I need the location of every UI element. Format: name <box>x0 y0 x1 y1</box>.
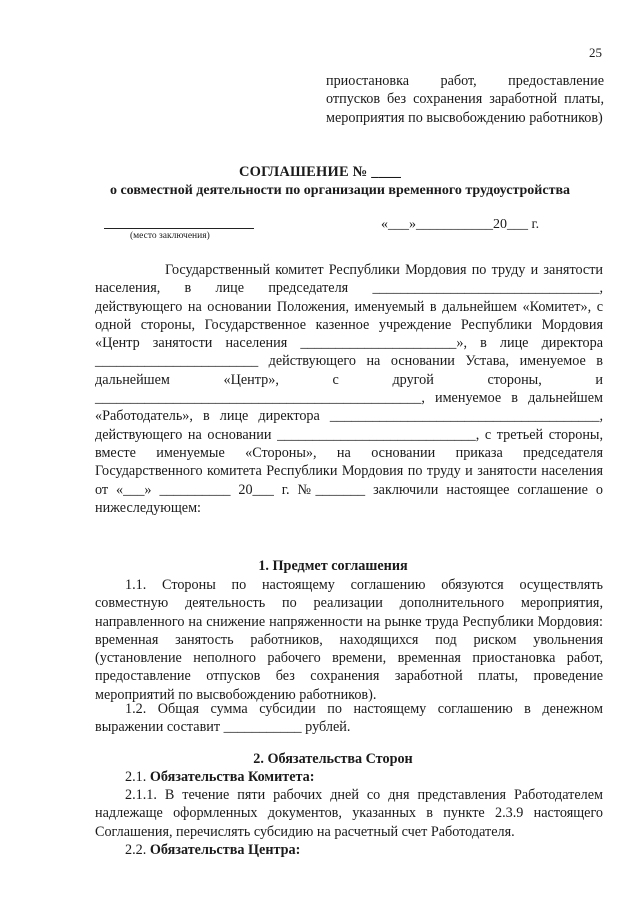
clause-2-1-number: 2.1. <box>125 769 147 785</box>
clause-2-2-label: Обязательства Центра: <box>149 842 301 858</box>
continued-text-block: приостановка работ, предоставление отпусков без сохранения заработной платы, мероприятия по высвобождению работников) <box>326 73 604 126</box>
section-1-title: 1. Предмет соглашения <box>258 558 408 574</box>
place-blank-line <box>104 228 254 229</box>
clause-1-1: 1.1. Стороны по настоящему соглашению обязуются осуществлять совместную деятельность по реализации дополнительного мероприятия, направленного на снижение напряженности на рынке труда Республики Мордовия: временная занятость работников, находящихся под риском увольнения (установление неполного рабочего времени, временная приостановка работ, предоставление отпусков без сохранения заработной платы, проведение мероприятий по высвобождению работников). <box>95 577 603 703</box>
place-caption: (место заключения) <box>130 231 210 241</box>
section-2-title: 2. Обязательства Сторон <box>253 751 413 767</box>
clause-2-1-heading <box>95 768 603 786</box>
clause-2-1-label: Обязательства Комитета: <box>149 769 315 785</box>
date-line: «___»___________20___ г. <box>381 217 540 232</box>
agreement-subtitle: о совместной деятельности по организации временного трудоустройства <box>109 183 571 198</box>
agreement-title: СОГЛАШЕНИЕ № ____ <box>238 164 402 180</box>
page-number: 25 <box>589 45 602 60</box>
clause-1-2: 1.2. Общая сумма субсидии по настоящему соглашению в денежном выражении составит ___________ рублей. <box>95 701 603 736</box>
clause-2-1-1: 2.1.1. В течение пяти рабочих дней со дня представления Работодателем надлежаще оформленных документов, указанных в пункте 2.3.9 настоящего Соглашения, перечислять субсидию на расчетный счет Работодателя. <box>95 787 603 840</box>
clause-2-2-heading <box>95 841 603 859</box>
clause-2-2-number: 2.2. <box>125 842 147 858</box>
intro-paragraph: Государственный комитет Республики Мордовия по труду и занятости населения, в лице председателя ________________________________, действующего на основании Положения, именуемый в дальнейшем «Комитет», с одной стороны, Государственное казенное учреждение Республики Мордовия «Центр занятости населения ______________________», в лице директора _______________________ действующего на основании Устава, именуемое в дальнейшем «Центр», с другой стороны, и ______________________________________________, именуемое в дальнейшем «Работодатель», в лице директора ______________________________________, действующего на основании ____________________________, с третьей стороны, вместе именуемые «Стороны», на основании приказа председателя Государственного комитета Республики Мордовия по труду и занятости населения от «___» __________ 20___ г. №_______ заключили настоящее соглашение о нижеследующем: <box>95 262 603 516</box>
